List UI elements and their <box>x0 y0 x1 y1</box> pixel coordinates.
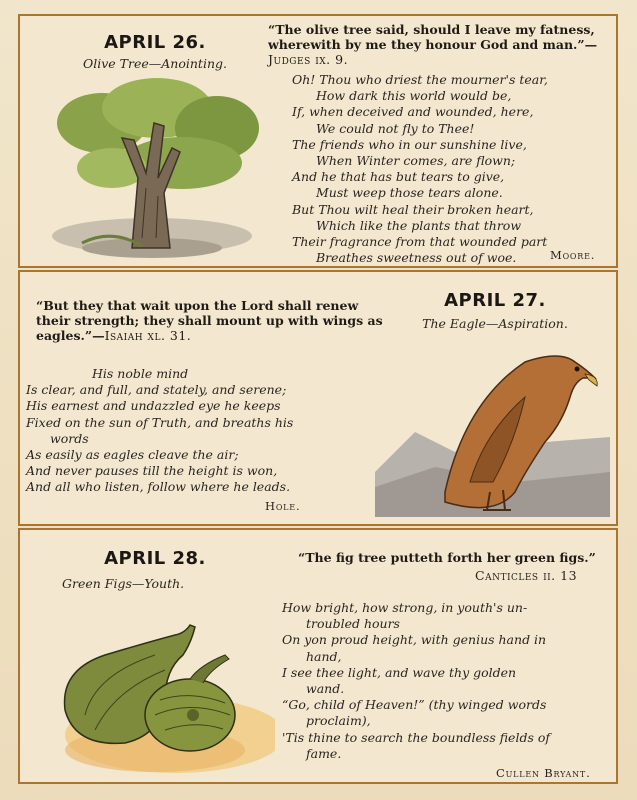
entry-quote <box>36 298 386 343</box>
poem-line: troubled hours <box>306 616 400 632</box>
entry-subtitle: Green Figs—Youth. <box>62 576 185 591</box>
poem-line: 'Tis thine to search the boundless fields of <box>282 729 550 745</box>
poem-line: But Thou wilt heal their broken heart, <box>292 201 534 217</box>
quote-text: “But they that wait upon the Lord shall renew their strength; they shall mount up with wings as eagles.”— <box>36 298 383 343</box>
poem-line: Fixed on the sun of Truth, and breaths his <box>26 414 294 430</box>
poem-line: How dark this world would be, <box>316 88 512 104</box>
poem-line: “Go, child of Heaven!” (thy winged words <box>282 697 547 713</box>
poem-line: We could not fly to Thee! <box>316 120 475 136</box>
poem-line: proclaim), <box>306 713 371 729</box>
entry-subtitle: The Eagle—Aspiration. <box>422 316 568 331</box>
poem-line: wand. <box>306 681 345 697</box>
entry-april-27 <box>18 270 618 526</box>
poem-line: How bright, how strong, in youth's un- <box>282 600 528 615</box>
entry-date: APRIL 28. <box>104 548 206 569</box>
entry-poem <box>26 366 293 496</box>
entry-poem <box>282 600 550 762</box>
quote-text: “The fig tree putteth forth her green figs.” <box>298 550 596 565</box>
poem-author: Moore. <box>550 248 596 262</box>
poem-line: words <box>50 430 89 446</box>
poem-line: Must weep those tears alone. <box>316 185 503 201</box>
poem-line: hand, <box>306 648 342 664</box>
poem-line: His earnest and undazzled eye he keeps <box>26 398 281 414</box>
poem-line: The friends who in our sunshine live, <box>292 136 527 152</box>
poem-line: I see thee light, and wave thy golden <box>282 664 517 680</box>
quote-reference: Judges ix. 9. <box>268 52 349 67</box>
poem-line: If, when deceived and wounded, here, <box>292 104 534 120</box>
entry-quote <box>298 550 618 565</box>
quote-reference: Isaiah xl. 31. <box>104 328 192 343</box>
quote-text: “The olive tree said, should I leave my fatness, wherewith by me they honour God and man.”— <box>268 22 598 52</box>
poem-line: When Winter comes, are flown; <box>316 153 516 169</box>
poem-line: fame. <box>306 745 342 761</box>
entry-quote <box>268 22 613 67</box>
entry-date: APRIL 27. <box>444 290 546 311</box>
poem-line: Is clear, and full, and stately, and serene; <box>26 382 287 398</box>
entry-april-28 <box>18 528 618 784</box>
poem-line: Breathes sweetness out of woe. <box>316 250 517 266</box>
entry-poem <box>292 72 548 266</box>
green-figs-illustration <box>35 615 275 785</box>
poem-author: Cullen Bryant. <box>496 766 591 780</box>
entry-april-26 <box>18 14 618 268</box>
poem-line: On yon proud height, with genius hand in <box>282 632 547 648</box>
poem-line: Their fragrance from that wounded part <box>292 234 548 250</box>
poem-line: As easily as eagles cleave the air; <box>26 447 239 463</box>
eagle-illustration <box>375 342 610 522</box>
quote-reference: Canticles ii. 13 <box>475 568 578 583</box>
poem-line: Oh! Thou who driest the mourner's tear, <box>292 72 548 87</box>
entry-subtitle: Olive Tree—Anointing. <box>83 56 227 71</box>
poem-line: And never pauses till the height is won, <box>26 463 278 479</box>
poem-line: Which like the plants that throw <box>316 217 522 233</box>
entry-date: APRIL 26. <box>104 32 206 53</box>
poem-line: His noble mind <box>92 366 189 381</box>
olive-tree-illustration <box>42 78 272 263</box>
poem-line: And he that has but tears to give, <box>292 169 505 185</box>
poem-line: And all who listen, follow where he leads. <box>26 479 291 495</box>
poem-author: Hole. <box>265 499 301 513</box>
